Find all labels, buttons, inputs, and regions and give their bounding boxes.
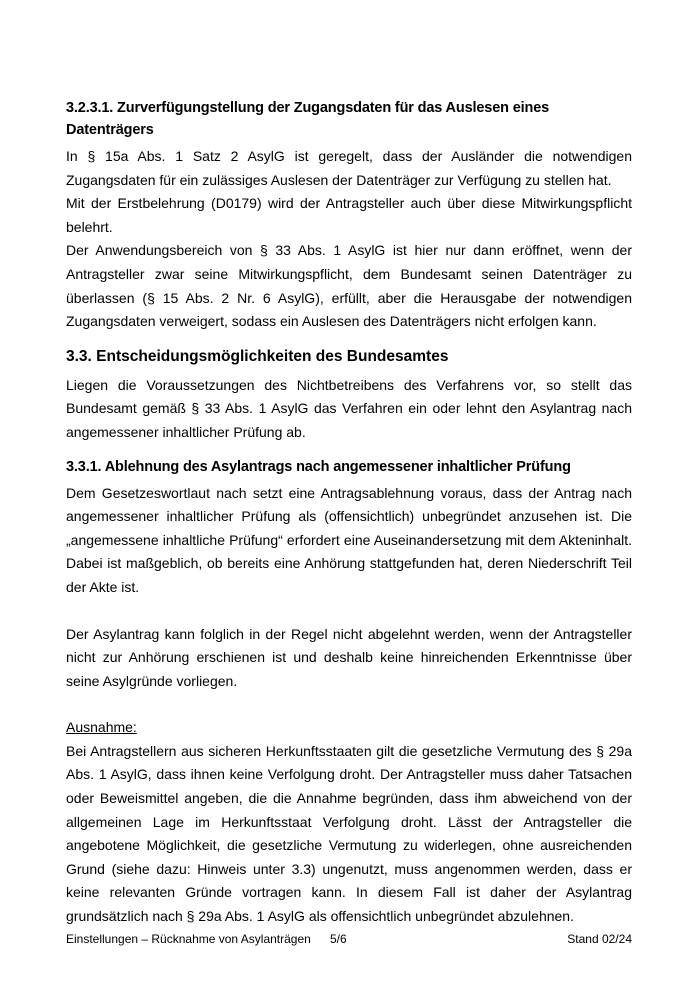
exception-text: Bei Antragstellern aus sicheren Herkunftsstaaten gilt die gesetzliche Vermutung des § 29a Abs. 1 AsylG, dass ihnen keine Verfolgung droht. Der Antragsteller muss daher Tatsachen oder Beweismittel angeben, die die Annahme begründen, dass ihm abweichend von der allgemeinen Lage im Herkunftsstaat Verfolgung droht. Lässt der Antragsteller die angebotene Möglichkeit, die gesetzliche Vermutung zu widerlegen, ohne ausreichenden Grund (siehe dazu: Hinweis unter 3.3) ungenutzt, muss angenommen werden, dass er keine relevanten Gründe vortragen kann. In diesem Fall ist daher der Asylantrag grundsätzlich nach § 29a Abs. 1 AsylG als offensichtlich unbegründet abzulehnen. bbox=[66, 742, 632, 925]
section-3231-paragraph-1: In § 15a Abs. 1 Satz 2 AsylG ist geregelt, dass der Ausländer die notwendigen Zugangsdaten für ein zulässiges Auslesen der Datenträger zur Verfügung zu stellen hat. bbox=[66, 148, 632, 188]
spacer bbox=[66, 600, 632, 623]
section-331-paragraph-2: Der Asylantrag kann folglich in der Regel nicht abgelehnt werden, wenn der Antragsteller nicht zur Anhörung erschienen ist und deshalb keine hinreichenden Erkenntnisse über seine Asylgründe vorliegen. bbox=[66, 625, 632, 689]
section-3231-paragraph-2: Mit der Erstbelehrung (D0179) wird der Antragsteller auch über diese Mitwirkungspflicht belehrt. bbox=[66, 195, 632, 235]
spacer bbox=[66, 445, 632, 456]
footer-page-number: 5/6 bbox=[330, 932, 347, 946]
section-33-heading: 3.3. Entscheidungsmöglichkeiten des Bundesamtes bbox=[66, 347, 449, 365]
section-3231-paragraph-3: Der Anwendungsbereich von § 33 Abs. 1 AsylG ist hier nur dann eröffnet, wenn der Antragsteller zwar seine Mitwirkungspflicht, dem Bundesamt seinen Datenträger zu überlassen (§ 15 Abs. 2 Nr. 6 AsylG), erfüllt, aber die Herausgabe der notwendigen Zugangsdaten verweigert, sodass ein Auslesen des Datenträgers nicht erfolgen kann. bbox=[66, 242, 632, 330]
section-331-paragraph-1: Dem Gesetzeswortlaut nach setzt eine Antragsablehnung voraus, dass der Antrag nach angemessener inhaltlicher Prüfung als (offensichtlich) unbegründet anzusehen ist. Die „angemessene inhaltliche Prüfung“ erfordert eine Auseinandersetzung mit dem Akteninhalt. Dabei ist maßgeblich, ob bereits eine Anhörung stattgefunden hat, deren Niederschrift Teil der Akte ist. bbox=[66, 484, 632, 595]
page-content bbox=[66, 97, 632, 929]
section-331-heading: 3.3.1. Ablehnung des Asylantrags nach angemessener inhaltlicher Prüfung bbox=[66, 458, 571, 475]
section-33-paragraph-1: Liegen die Voraussetzungen des Nichtbetreibens des Verfahrens vor, so stellt das Bundesamt gemäß § 33 Abs. 1 AsylG das Verfahren ein oder lehnt den Asylantrag nach angemessener inhaltlicher Prüfung ab. bbox=[66, 376, 632, 440]
spacer bbox=[66, 334, 632, 345]
footer-date: Stand 02/24 bbox=[567, 932, 632, 946]
exception-label: Ausnahme: bbox=[66, 719, 137, 736]
section-3231-heading: 3.2.3.1. Zurverfügungstellung der Zugangsdaten für das Auslesen eines Datenträgers bbox=[66, 100, 550, 138]
spacer bbox=[66, 693, 632, 716]
footer-title: Einstellungen – Rücknahme von Asylanträgen bbox=[66, 932, 311, 946]
